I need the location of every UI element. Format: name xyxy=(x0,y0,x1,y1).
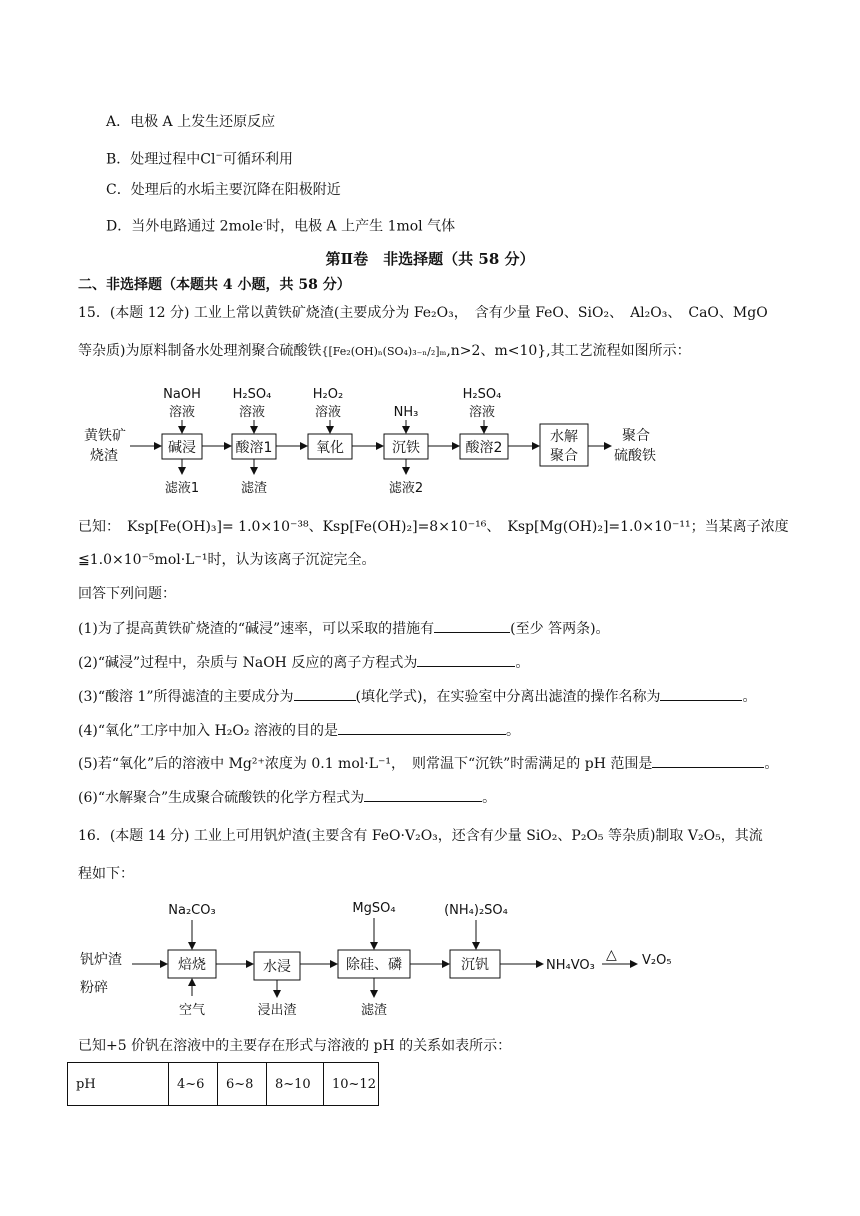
q15-step-2-box xyxy=(232,434,276,459)
q15-reagent-5-sub: 溶液 xyxy=(468,405,496,420)
q16-step-4-box xyxy=(450,950,500,978)
q15-known-line1: 已知： Ksp[Fe(OH)₃]= 1.0×10⁻³⁸、Ksp[Fe(OH)₂]=8×10⁻¹⁶、 Ksp[Mg(OH)₂]=1.0×10⁻¹¹；当某离子浓度 xyxy=(78,519,789,535)
q16-raw-label-2: 粉碎 xyxy=(80,980,108,996)
q16-reagent-2: MgSO₄ xyxy=(352,901,396,916)
q16-known: 已知+5 价钒在溶液中的主要存在形式与溶液的 pH 的关系如表所示： xyxy=(78,1038,512,1054)
q15-step-1-box xyxy=(162,434,202,459)
q16-intro-line1: 16．(本题 14 分) 工业上可用钒炉渣(主要含有 FeO·V₂O₃，还含有少量 SiO₂、P₂O₅ 等杂质)制取 V₂O₅，其流 xyxy=(78,828,763,844)
q15-intro-line1: 15．(本题 12 分) 工业上常以黄铁矿烧渣(主要成分为 Fe₂O₃， 含有少量 FeO、SiO₂、 Al₂O₃、 CaO、MgO xyxy=(78,305,768,321)
answer-blank xyxy=(294,686,356,701)
ph-range-4: 10~12 xyxy=(324,1063,379,1106)
q15-output-1: 滤液1 xyxy=(164,481,200,496)
ph-range-3: 8~10 xyxy=(267,1063,324,1106)
q15-intro-line2: 等杂质)为原料制备水处理剂聚合硫酸铁{[Fe₂(OH)ₙ(SO₄)₃₋ₙ/₂]ₘ,n>2、m<10},其工艺流程如图所示： xyxy=(78,343,691,359)
q15-step-6-box xyxy=(540,424,588,466)
q15-reagent-1-sub: 溶液 xyxy=(168,405,196,420)
q15-step-4-box xyxy=(384,434,428,459)
option-b: B．处理过程中Cl−可循环利用 xyxy=(106,151,294,168)
ph-table xyxy=(67,1062,379,1106)
answer-blank xyxy=(434,618,510,633)
q15-step-5: 酸溶2 xyxy=(465,440,503,456)
q15-raw-label-2: 烧渣 xyxy=(90,448,118,464)
q15-step-6-line1: 水解 xyxy=(550,429,578,445)
q15-reagent-2-sub: 溶液 xyxy=(238,405,266,420)
option-c: C．处理后的水垢主要沉降在阳极附近 xyxy=(106,182,341,198)
q16-step-3-box xyxy=(338,950,410,978)
ph-table-header: pH xyxy=(68,1063,169,1106)
q15-reagent-5: H₂SO₄ xyxy=(462,387,502,402)
table-row xyxy=(68,1063,379,1106)
q16-step-2-box xyxy=(254,952,300,980)
q15-reagent-3: H₂O₂ xyxy=(312,387,344,402)
q16-reagent-1: Na₂CO₃ xyxy=(168,903,216,918)
q15-sub2: (2)“碱浸”过程中，杂质与 NaOH 反应的离子方程式为 。 xyxy=(78,652,529,673)
q15-product-2: 硫酸铁 xyxy=(614,448,656,464)
q15-flow-diagram xyxy=(0,380,860,500)
q15-reagent-4: NH₃ xyxy=(393,405,419,420)
q16-raw-label-1: 钒炉渣 xyxy=(80,952,122,968)
q16-intro-line2: 程如下： xyxy=(78,866,134,882)
q15-step-4: 沉铁 xyxy=(392,440,420,456)
q16-bottom-2: 浸出渣 xyxy=(257,1003,297,1018)
q15-output-4: 滤液2 xyxy=(388,481,424,496)
q15-step-3: 氧化 xyxy=(316,440,344,456)
q16-bottom-1: 空气 xyxy=(178,1003,206,1018)
answer-blank xyxy=(652,753,764,768)
q16-reagent-3: (NH₄)₂SO₄ xyxy=(444,903,508,918)
answer-blank xyxy=(364,787,482,802)
q15-step-3-box xyxy=(308,434,352,459)
option-d: D．当外电路通过 2mole-时，电极 A 上产生 1mol 气体 xyxy=(106,218,456,235)
q16-bottom-3: 滤渣 xyxy=(360,1003,388,1018)
option-a: A．电极 A 上发生还原反应 xyxy=(106,114,276,130)
q15-reagent-2: H₂SO₄ xyxy=(232,387,272,402)
q15-known-line2: ≦1.0×10⁻⁵mol·L⁻¹时，认为该离子沉淀完全。 xyxy=(78,552,376,568)
section-title: 第Ⅱ卷 非选择题（共 58 分） xyxy=(325,250,535,268)
ph-range-1: 4~6 xyxy=(169,1063,218,1106)
q15-step-6-line2: 聚合 xyxy=(550,448,578,464)
part-title: 二、非选择题（本题共 4 小题，共 58 分） xyxy=(78,277,351,293)
answer-blank xyxy=(338,720,506,735)
q16-flow-diagram xyxy=(0,896,860,1026)
q15-sub6: (6)“水解聚合”生成聚合硫酸铁的化学方程式为 。 xyxy=(78,787,496,808)
q15-sub1: (1)为了提高黄铁矿烧渣的“碱浸”速率，可以采取的措施有 (至少 答两条)。 xyxy=(78,618,610,639)
q15-answer-prompt: 回答下列问题： xyxy=(78,586,176,602)
q15-step-1: 碱浸 xyxy=(168,440,196,456)
q16-step-1: 焙烧 xyxy=(178,957,206,973)
q15-sub5: (5)若“氧化”后的溶液中 Mg²⁺浓度为 0.1 mol·L⁻¹， 则常温下“沉铁”时需满足的 pH 范围是 。 xyxy=(78,753,778,774)
ph-range-2: 6~8 xyxy=(218,1063,267,1106)
q16-step-1-box xyxy=(168,950,216,978)
q16-intermediate: NH₄VO₃ xyxy=(546,958,595,973)
q15-output-2: 滤渣 xyxy=(240,481,268,496)
q15-step-5-box xyxy=(460,434,508,459)
q16-step-2: 水浸 xyxy=(263,959,291,975)
answer-blank xyxy=(417,652,515,667)
q15-step-2: 酸溶1 xyxy=(235,440,273,456)
polymer-formula: {[Fe₂(OH)ₙ(SO₄)₃₋ₙ/₂]ₘ xyxy=(321,345,447,358)
q16-step-3: 除硅、磷 xyxy=(346,957,402,973)
heat-symbol: △ xyxy=(606,947,617,963)
q15-reagent-1: NaOH xyxy=(163,387,201,402)
q16-step-4: 沉钒 xyxy=(461,957,489,973)
q16-product: V₂O₅ xyxy=(642,953,672,968)
q15-raw-label-1: 黄铁矿 xyxy=(84,428,126,444)
answer-blank xyxy=(660,686,742,701)
q15-product-1: 聚合 xyxy=(622,428,650,444)
q15-reagent-3-sub: 溶液 xyxy=(314,405,342,420)
q15-sub3: (3)“酸溶 1”所得滤渣的主要成分为 (填化学式)，在实验室中分离出滤渣的操作名称为 。 xyxy=(78,686,756,707)
q15-sub4: (4)“氧化”工序中加入 H₂O₂ 溶液的目的是 。 xyxy=(78,720,520,741)
